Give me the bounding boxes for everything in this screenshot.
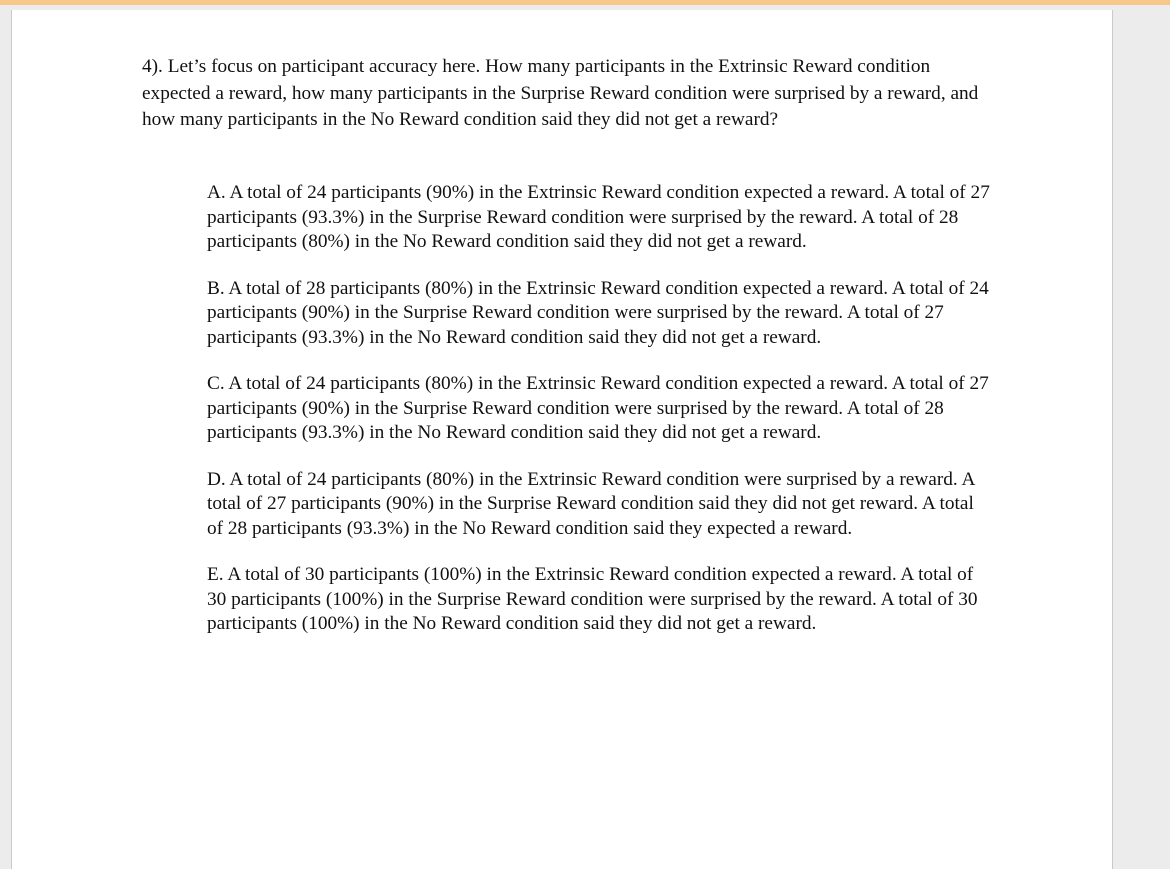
option-a: A. A total of 24 participants (90%) in the Extrinsic Reward condition expected a reward. A total of 27 participants (93.3%) in the Surprise Reward condition were surprised by the reward. A total of 28 participants (80%) in the No Reward condition said they did not get a reward.	[207, 182, 990, 252]
question-text: 4). Let’s focus on participant accuracy here. How many participants in the Extrinsic Reward condition expected a reward, how many participants in the Surprise Reward condition were surprised by a reward, and how many participants in the No Reward condition said they did not get a reward?	[142, 56, 979, 130]
document-page[interactable]	[11, 10, 1113, 869]
option-b: B. A total of 28 participants (80%) in the Extrinsic Reward condition expected a reward. A total of 24 participants (90%) in the Surprise Reward condition were surprised by the reward. A total of 27 participants (93.3%) in the No Reward condition said they did not get a reward.	[207, 277, 989, 348]
document-canvas[interactable]	[0, 5, 1170, 864]
option-c: C. A total of 24 participants (80%) in the Extrinsic Reward condition expected a reward. A total of 27 participants (90%) in the Surprise Reward condition were surprised by the reward. A total of 28 participants (93.3%) in the No Reward condition said they did not get a reward.	[207, 373, 989, 443]
option-e: E. A total of 30 participants (100%) in the Extrinsic Reward condition expected a reward. A total of 30 participants (100%) in the Surprise Reward condition were surprised by the reward. A total of 30 participants (100%) in the No Reward condition said they did not get a reward.	[207, 564, 978, 634]
answer-options	[207, 181, 992, 659]
option-d: D. A total of 24 participants (80%) in the Extrinsic Reward condition were surprised by a reward. A total of 27 participants (90%) in the Surprise Reward condition said they did not get reward. A total of 28 participants (93.3%) in the No Reward condition said they expected a reward.	[207, 468, 975, 539]
